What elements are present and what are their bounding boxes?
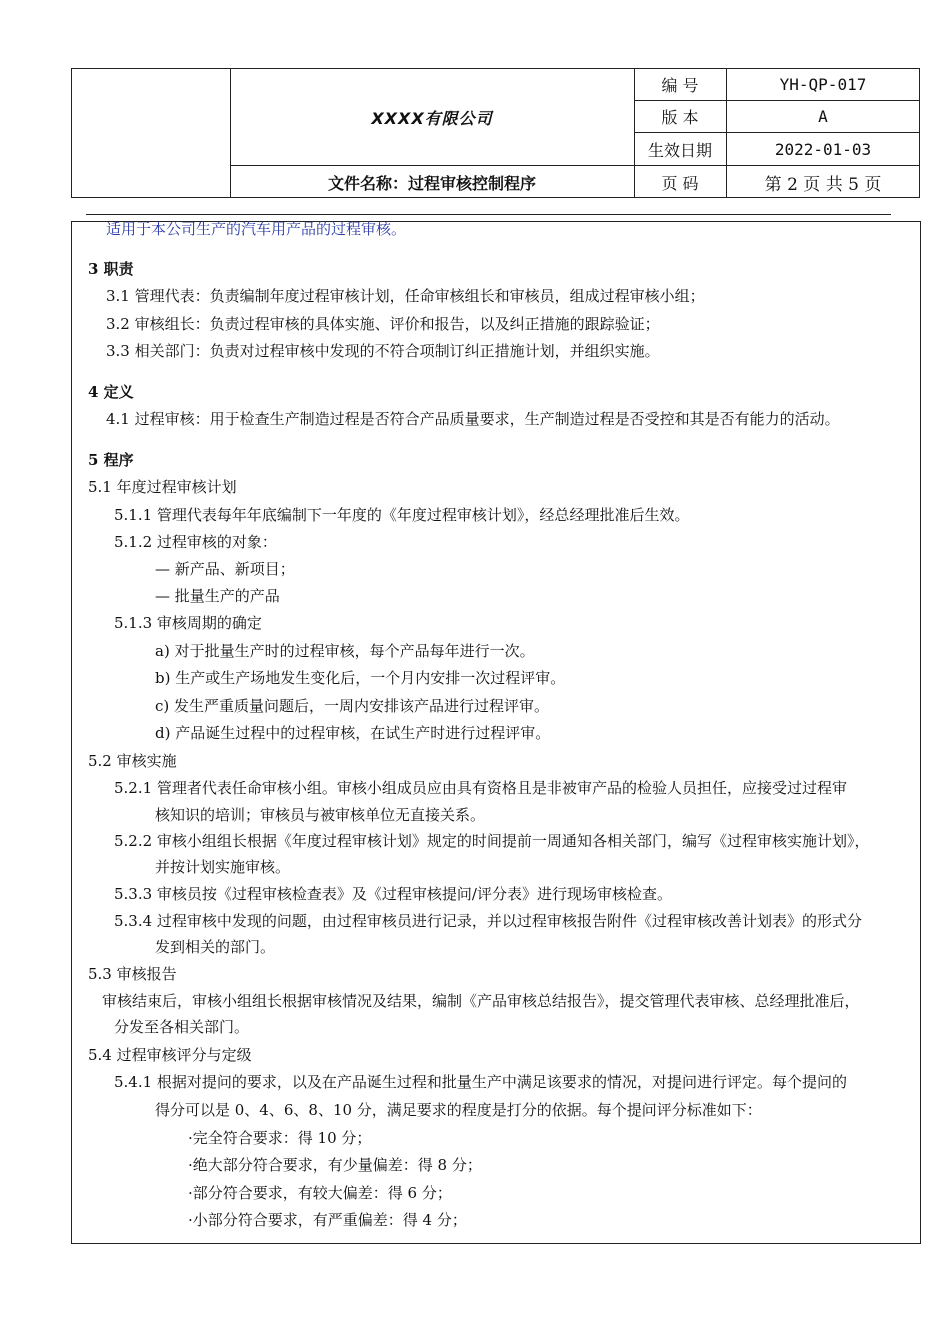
- list-item: ·部分符合要求，有较大偏差：得 6 分；: [188, 1184, 452, 1202]
- field-label-effective-date: 生效日期: [647, 140, 712, 160]
- document-header-table: [71, 68, 920, 198]
- section-3-heading: 3 职责: [88, 260, 134, 278]
- list-item: 5.2.2 审核小组组长根据《年度过程审核计划》规定的时间提前一周通知各相关部门，编写《过程审核实施计划》，: [114, 832, 870, 850]
- list-item: 分发至各相关部门。: [114, 1018, 250, 1036]
- list-item: b) 生产或生产场地发生变化后，一个月内安排一次过程评审。: [155, 669, 566, 687]
- subsection-heading: 5.4 过程审核评分与定级: [88, 1046, 252, 1064]
- list-item: 5.1.3 审核周期的确定: [114, 614, 262, 632]
- list-item: 审核结束后，审核小组组长根据审核情况及结果，编制《产品审核总结报告》，提交管理代表审核、总经理批准后，: [102, 992, 860, 1010]
- field-label-page: 页 码: [661, 173, 699, 193]
- list-item: 5.2.1 管理者代表任命审核小组。审核小组成员应由具有资格且是非被审产品的检验人员担任，应接受过过程审: [114, 779, 847, 797]
- list-item: 并按计划实施审核。: [155, 858, 291, 876]
- field-value-effective-date: 2022-01-03: [774, 139, 872, 159]
- list-item: 3.1 管理代表：负责编制年度过程审核计划，任命审核组长和审核员，组成过程审核小组；: [106, 287, 705, 305]
- field-label-version: 版 本: [661, 108, 699, 127]
- list-item: 核知识的培训；审核员与被审核单位无直接关系。: [155, 806, 486, 824]
- list-item: 3.3 相关部门：负责对过程审核中发现的不符合项制订纠正措施计划，并组织实施。: [106, 342, 660, 360]
- field-label-number: 编 号: [661, 76, 699, 95]
- list-item: 得分可以是 0、4、6、8、10 分，满足要求的程度是打分的依据。每个提问评分标准如下：: [155, 1101, 762, 1119]
- list-item: 4.1 过程审核：用于检查生产制造过程是否符合产品质量要求，生产制造过程是否受控和其是否有能力的活动。: [106, 410, 840, 428]
- list-item: 3.2 审核组长：负责过程审核的具体实施、评价和报告，以及纠正措施的跟踪验证；: [106, 315, 660, 333]
- scope-line: 适用于本公司生产的汽车用产品的过程审核。: [106, 220, 407, 238]
- field-value-version: A: [818, 107, 828, 126]
- subsection-heading: 5.2 审核实施: [88, 752, 177, 770]
- list-item: 5.3.3 审核员按《过程审核检查表》及《过程审核提问/评分表》进行现场审核检查。: [114, 885, 672, 903]
- field-value-page: 第 2 页 共 5 页: [764, 174, 882, 195]
- list-item: 5.3.4 过程审核中发现的问题，由过程审核员进行记录，并以过程审核报告附件《过程审核改善计划表》的形式分: [114, 912, 862, 930]
- document-title: 文件名称：过程审核控制程序: [327, 173, 536, 193]
- subsection-heading: 5.3 审核报告: [88, 965, 177, 983]
- list-item: 发到相关的部门。: [155, 938, 276, 956]
- list-item: — 新产品、新项目；: [155, 560, 295, 578]
- list-item: c) 发生严重质量问题后，一周内安排该产品进行过程评审。: [155, 697, 550, 715]
- section-5-heading: 5 程序: [88, 451, 134, 469]
- list-item: d) 产品诞生过程中的过程审核，在试生产时进行过程评审。: [155, 724, 551, 742]
- list-item: ·小部分符合要求，有严重偏差：得 4 分；: [188, 1211, 467, 1229]
- list-item: — 批量生产的产品: [155, 587, 280, 605]
- company-name: XXXX有限公司: [371, 108, 493, 128]
- section-4-heading: 4 定义: [88, 383, 134, 401]
- list-item: a) 对于批量生产时的过程审核，每个产品每年进行一次。: [155, 642, 535, 660]
- field-value-number: YH-QP-017: [779, 75, 867, 94]
- list-item: 5.4.1 根据对提问的要求，以及在产品诞生过程和批量生产中满足该要求的情况，对提问进行评定。每个提问的: [114, 1073, 847, 1091]
- subsection-heading: 5.1 年度过程审核计划: [88, 478, 237, 496]
- separator-line: [86, 214, 891, 215]
- list-item: 5.1.2 过程审核的对象：: [114, 533, 277, 551]
- list-item: 5.1.1 管理代表每年年底编制下一年度的《年度过程审核计划》，经总经理批准后生效。: [114, 506, 690, 524]
- list-item: ·绝大部分符合要求，有少量偏差：得 8 分；: [188, 1156, 482, 1174]
- list-item: ·完全符合要求：得 10 分；: [188, 1129, 372, 1147]
